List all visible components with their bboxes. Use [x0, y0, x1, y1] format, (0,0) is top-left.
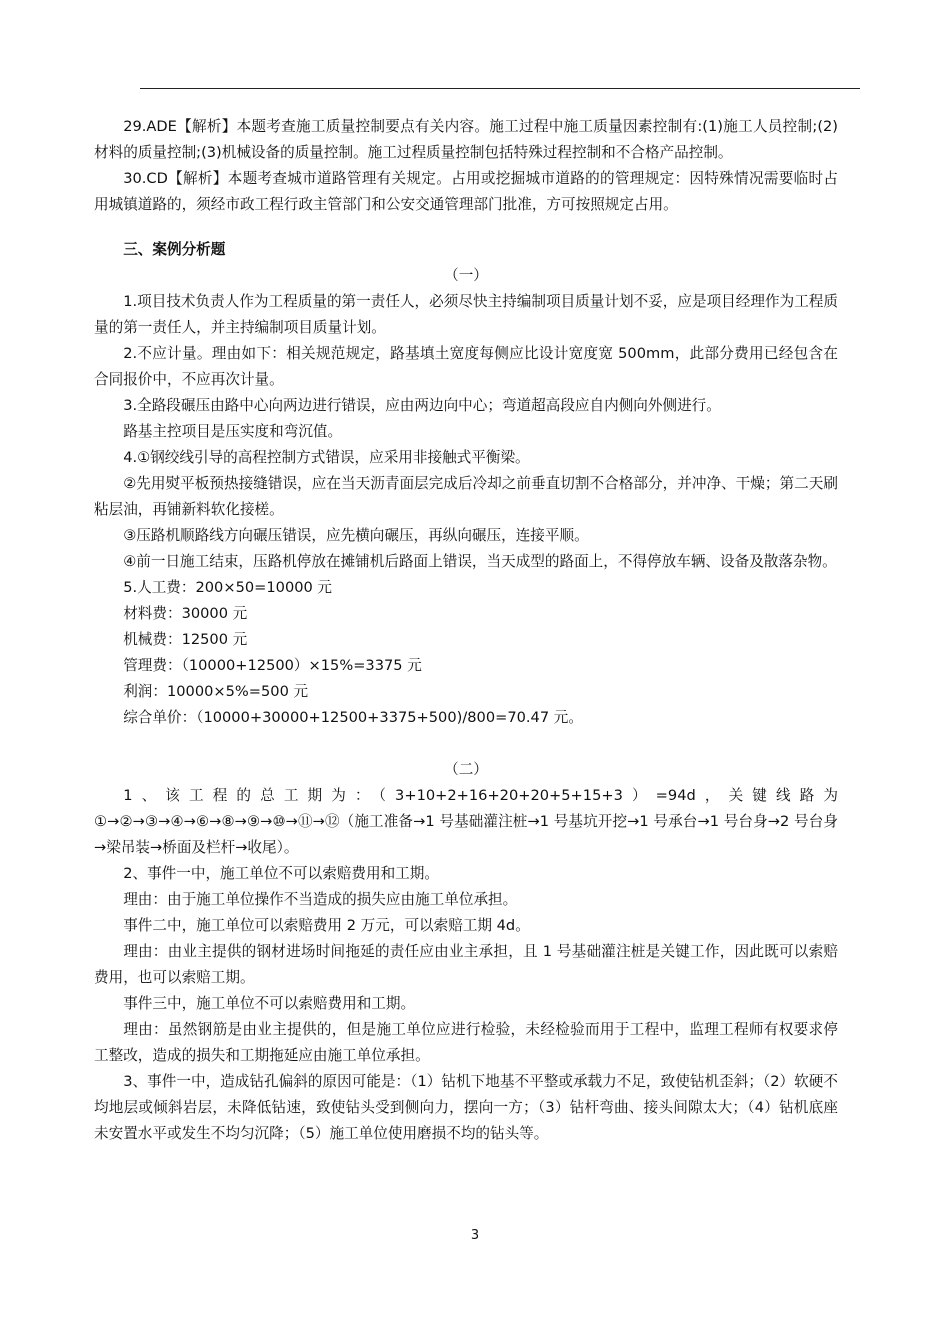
- spacer: [94, 731, 838, 757]
- case-2-title: （二）: [444, 761, 488, 778]
- case-1-paragraph: 1.项目技术负责人作为工程质量的第一责任人，必须尽快主持编制项目质量计划不妥，应是项目经理作为工程质量的第一责任人，并主持编制项目质量计划。: [94, 293, 838, 336]
- case-2-paragraph: 事件二中，施工单位可以索赔费用 2 万元，可以索赔工期 4d。: [123, 917, 530, 934]
- answer-29: 29.ADE【解析】本题考查施工质量控制要点有关内容。施工过程中施工质量因素控制有:(1)施工人员控制;(2)材料的质量控制;(3)机械设备的质量控制。施工过程质量控制包括特殊过程控制和不合格产品控制。: [94, 118, 838, 161]
- case-1-paragraph: 2.不应计量。理由如下：相关规范规定，路基填土宽度每侧应比设计宽度宽 500mm，此部分费用已经包含在合同报价中，不应再次计量。: [94, 345, 838, 388]
- answer-30: 30.CD【解析】本题考查城市道路管理有关规定。占用或挖掘城市道路的的管理规定：因特殊情况需要临时占用城镇道路的，须经市政工程行政主管部门和公安交通管理部门批准，方可按照规定占用。: [94, 170, 838, 213]
- case-2-paragraph: 理由：由于施工单位操作不当造成的损失应由施工单位承担。: [123, 891, 518, 908]
- case-1-paragraph: ②先用熨平板预热接缝错误，应在当天沥青面层完成后冷却之前垂直切割不合格部分，并冲净、干燥；第二天刷粘层油，再铺新料软化接槎。: [94, 475, 838, 518]
- case-1-paragraph: ③压路机顺路线方向碾压错误，应先横向碾压，再纵向碾压，连接平顺。: [123, 527, 589, 544]
- case-2-paragraph: 理由：虽然钢筋是由业主提供的，但是施工单位应进行检验，未经检验而用于工程中，监理工程师有权要求停工整改，造成的损失和工期拖延应由施工单位承担。: [94, 1021, 838, 1064]
- case-1-paragraph: 管理费：（10000+12500）×15%=3375 元: [123, 657, 422, 674]
- case-1-paragraph: 材料费：30000 元: [123, 605, 248, 622]
- page-body: [94, 114, 838, 1147]
- case-1-paragraph: 综合单价：（10000+30000+12500+3375+500)/800=70.47 元。: [123, 709, 583, 726]
- case-1-paragraph: 5.人工费：200×50=10000 元: [123, 579, 333, 596]
- section-title: 三、案例分析题: [123, 241, 226, 258]
- case-1-paragraph: 3.全路段碾压由路中心向两边进行错误，应由两边向中心；弯道超高段应自内侧向外侧进行。: [123, 397, 721, 414]
- case-1-title: （一）: [444, 267, 488, 284]
- header-rule: [140, 88, 860, 89]
- case-1-paragraph: 路基主控项目是压实度和弯沉值。: [123, 423, 343, 440]
- case-2-paragraph: 1、该工程的总工期为：（3+10+2+16+20+20+5+15+3）=94d，关键线路为①→②→③→④→⑥→⑧→⑨→⑩→⑪→⑫（施工准备→1 号基础灌注桩→1 号基坑开挖→1 号承台→1 号台身→2 号台身→梁吊装→桥面及栏杆→收尾）。: [94, 787, 838, 856]
- case-1-paragraph: 机械费：12500 元: [123, 631, 248, 648]
- case-2-paragraph: 理由：由业主提供的钢材进场时间拖延的责任应由业主承担，且 1 号基础灌注桩是关键工作，因此既可以索赔费用，也可以索赔工期。: [94, 943, 838, 986]
- case-1-paragraph: ④前一日施工结束，压路机停放在摊铺机后路面上错误，当天成型的路面上，不得停放车辆、设备及散落杂物。: [123, 553, 837, 570]
- case-2-paragraph: 3、事件一中，造成钻孔偏斜的原因可能是：（1）钻机下地基不平整或承载力不足，致使钻机歪斜；（2）软硬不均地层或倾斜岩层，未降低钻速，致使钻头受到侧向力，摆向一方；（3）钻杆弯曲、接头间隙太大；（4）钻机底座未安置水平或发生不均匀沉降；（5）施工单位使用磨损不均的钻头等。: [94, 1073, 838, 1142]
- case-1-paragraph: 4.①钢绞线引导的高程控制方式错误，应采用非接触式平衡梁。: [123, 449, 530, 466]
- case-2-paragraph: 事件三中，施工单位不可以索赔费用和工期。: [123, 995, 416, 1012]
- case-2-paragraph: 2、事件一中，施工单位不可以索赔费用和工期。: [123, 865, 439, 882]
- page-number: 3: [470, 1228, 480, 1243]
- case-1-paragraph: 利润：10000×5%=500 元: [123, 683, 309, 700]
